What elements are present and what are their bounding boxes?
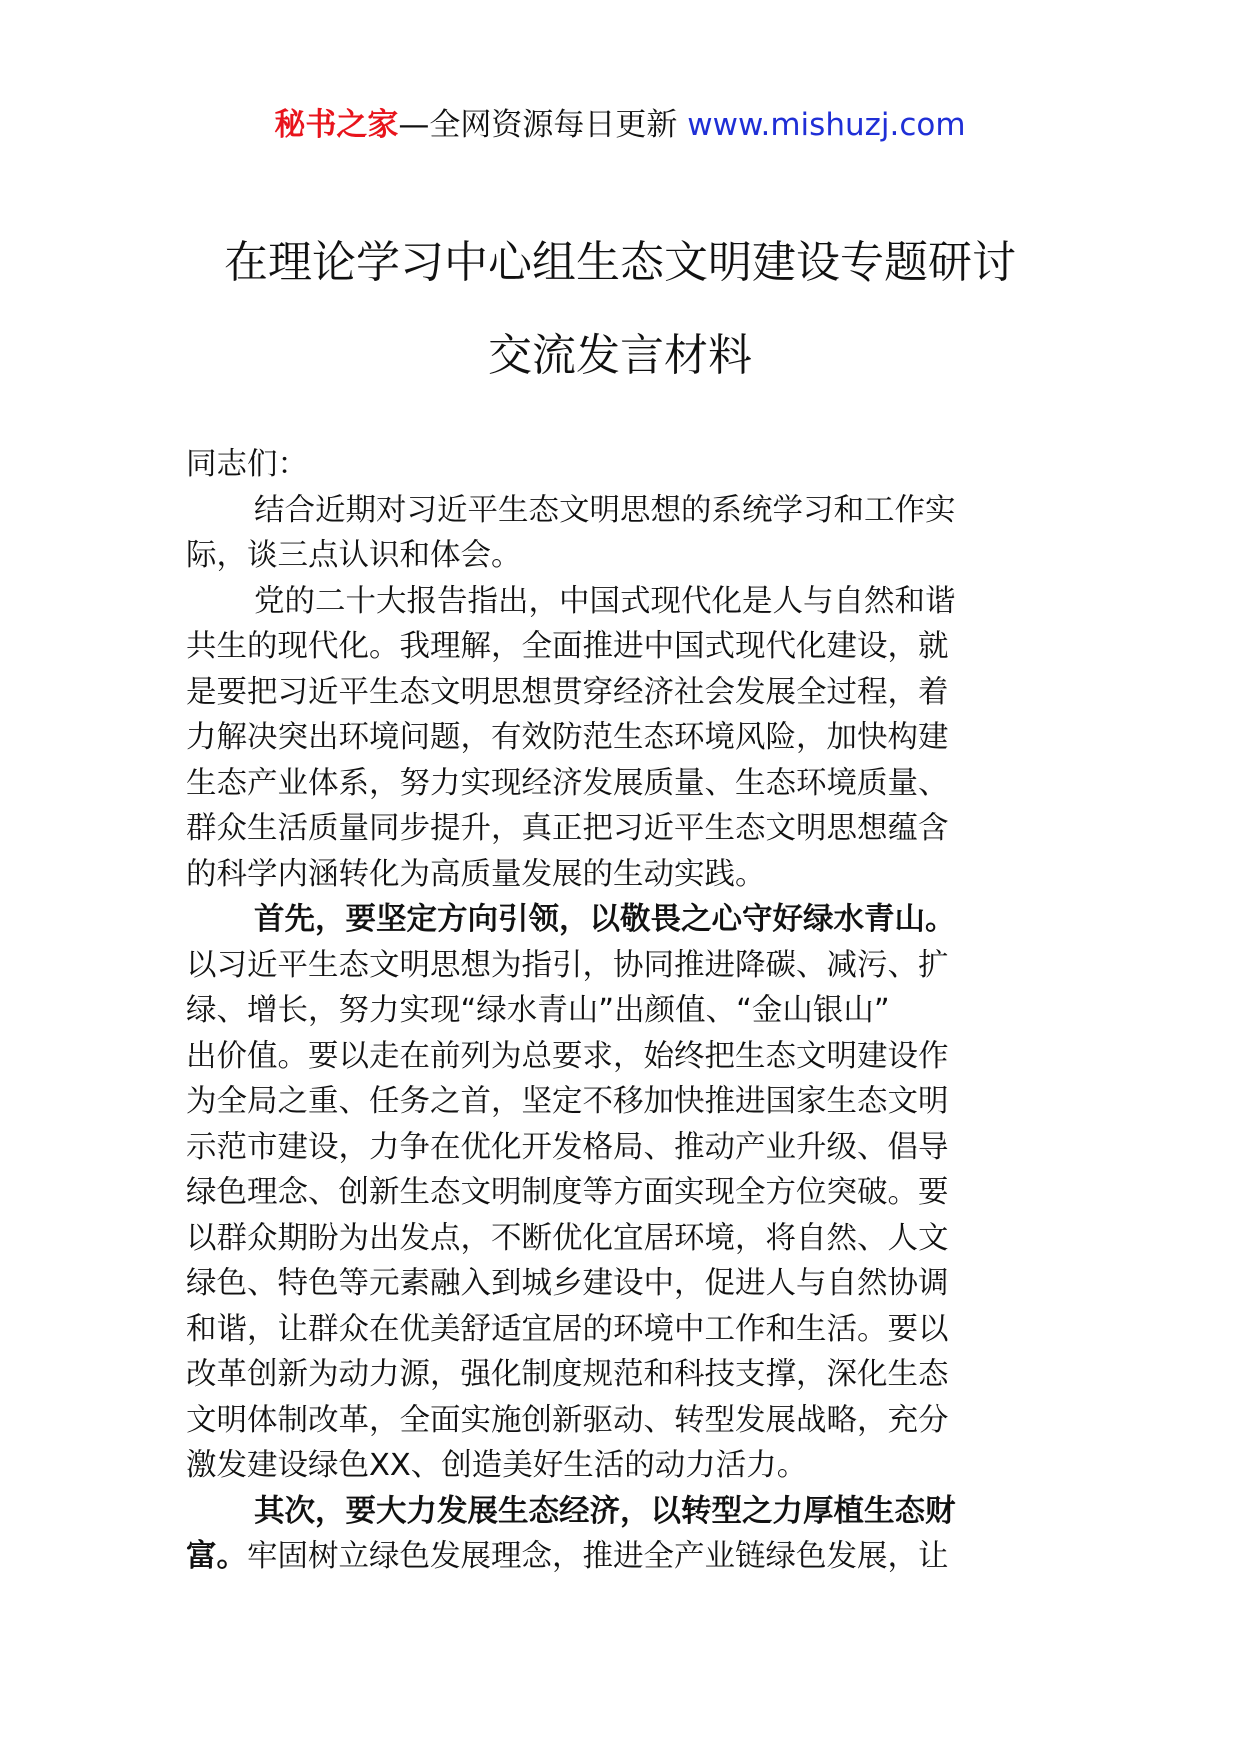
body-line bbox=[186, 488, 1056, 534]
body-line bbox=[186, 1398, 1056, 1444]
body-line-text: 和谐，让群众在优美舒适宜居的环境中工作和生活。要以 bbox=[186, 1311, 949, 1347]
body-line bbox=[186, 624, 1056, 670]
section-heading-second bbox=[186, 1489, 1056, 1535]
body-line-text: 生态产业体系，努力实现经济发展质量、生态环境质量、 bbox=[186, 765, 949, 801]
body-line-text: 力解决突出环境问题，有效防范生态环境风险，加快构建 bbox=[186, 720, 949, 755]
site-brand: 秘书之家 bbox=[274, 107, 399, 143]
body-line bbox=[186, 1261, 1056, 1307]
body-line-bold: 富。 bbox=[186, 1539, 247, 1574]
body-line-text: 示范市建设，力争在优化开发格局、推动产业升级、倡导 bbox=[186, 1129, 949, 1165]
body-line-text: 激发建设绿色XX、创造美好生活的动力活力。 bbox=[186, 1448, 808, 1483]
body-line-bold: 其次，要大力发展生态经济，以转型之力厚植生态财 bbox=[254, 1493, 956, 1529]
body-line bbox=[186, 1034, 1056, 1080]
body-line-text: 牢固树立绿色发展理念，推进全产业链绿色发展，让 bbox=[247, 1539, 949, 1574]
body-line-text: 是要把习近平生态文明思想贯穿经济社会发展全过程，着 bbox=[186, 674, 949, 710]
document-body bbox=[186, 442, 1056, 1580]
body-line bbox=[186, 1079, 1056, 1125]
body-line bbox=[186, 1443, 1056, 1489]
section-heading-first bbox=[186, 897, 1056, 943]
body-line bbox=[186, 715, 1056, 761]
body-line-text: 改革创新为动力源，强化制度规范和科技支撑，深化生态 bbox=[186, 1357, 949, 1392]
site-header bbox=[0, 100, 1240, 150]
body-line-text: 绿色、特色等元素融入到城乡建设中，促进人与自然协调 bbox=[186, 1266, 949, 1301]
body-line-text: 出价值。要以走在前列为总要求，始终把生态文明建设作 bbox=[186, 1038, 949, 1074]
body-line-text: 以群众期盼为出发点，不断优化宜居环境，将自然、人文 bbox=[186, 1220, 949, 1256]
body-line bbox=[186, 1352, 1056, 1398]
body-line-text: 绿、增长，努力实现“绿水青山”出颜值、“金山银山” bbox=[186, 993, 890, 1028]
body-line bbox=[186, 1534, 1056, 1580]
body-line-text: 为全局之重、任务之首，坚定不移加快推进国家生态文明 bbox=[186, 1084, 949, 1119]
body-line bbox=[186, 943, 1056, 989]
body-line bbox=[186, 1307, 1056, 1353]
body-line bbox=[186, 988, 1056, 1034]
body-line-bold: 首先，要坚定方向引领，以敬畏之心守好绿水青山。 bbox=[254, 902, 956, 937]
document-title-line-1: 在理论学习中心组生态文明建设专题研讨 bbox=[224, 237, 1016, 288]
body-line bbox=[186, 761, 1056, 807]
body-line-text: 的科学内涵转化为高质量发展的生动实践。 bbox=[186, 856, 766, 892]
body-line bbox=[186, 579, 1056, 625]
body-line-text: 群众生活质量同步提升，真正把习近平生态文明思想蕴含 bbox=[186, 811, 949, 846]
body-line-text: 绿色理念、创新生态文明制度等方面实现全方位突破。要 bbox=[186, 1175, 949, 1210]
body-line bbox=[186, 806, 1056, 852]
body-line-text: 以习近平生态文明思想为指引，协同推进降碳、减污、扩 bbox=[186, 947, 949, 983]
body-line-text: 共生的现代化。我理解，全面推进中国式现代化建设，就 bbox=[186, 629, 949, 664]
body-line-text: 文明体制改革，全面实施创新驱动、转型发展战略，充分 bbox=[186, 1402, 949, 1438]
body-line bbox=[186, 852, 1056, 898]
body-line bbox=[186, 1216, 1056, 1262]
site-slogan: —全网资源每日更新 bbox=[398, 107, 688, 143]
body-line-text: 党的二十大报告指出，中国式现代化是人与自然和谐 bbox=[254, 583, 956, 619]
site-url-link[interactable]: www.mishuzj.com bbox=[687, 107, 966, 143]
body-line bbox=[186, 670, 1056, 716]
salutation: 同志们： bbox=[186, 447, 308, 482]
body-line-text: 结合近期对习近平生态文明思想的系统学习和工作实 bbox=[254, 492, 956, 528]
body-line bbox=[186, 1170, 1056, 1216]
body-line-text: 际，谈三点认识和体会。 bbox=[186, 538, 522, 573]
body-line bbox=[186, 533, 1056, 579]
body-line bbox=[186, 1125, 1056, 1171]
document-title-line-2: 交流发言材料 bbox=[488, 330, 752, 381]
